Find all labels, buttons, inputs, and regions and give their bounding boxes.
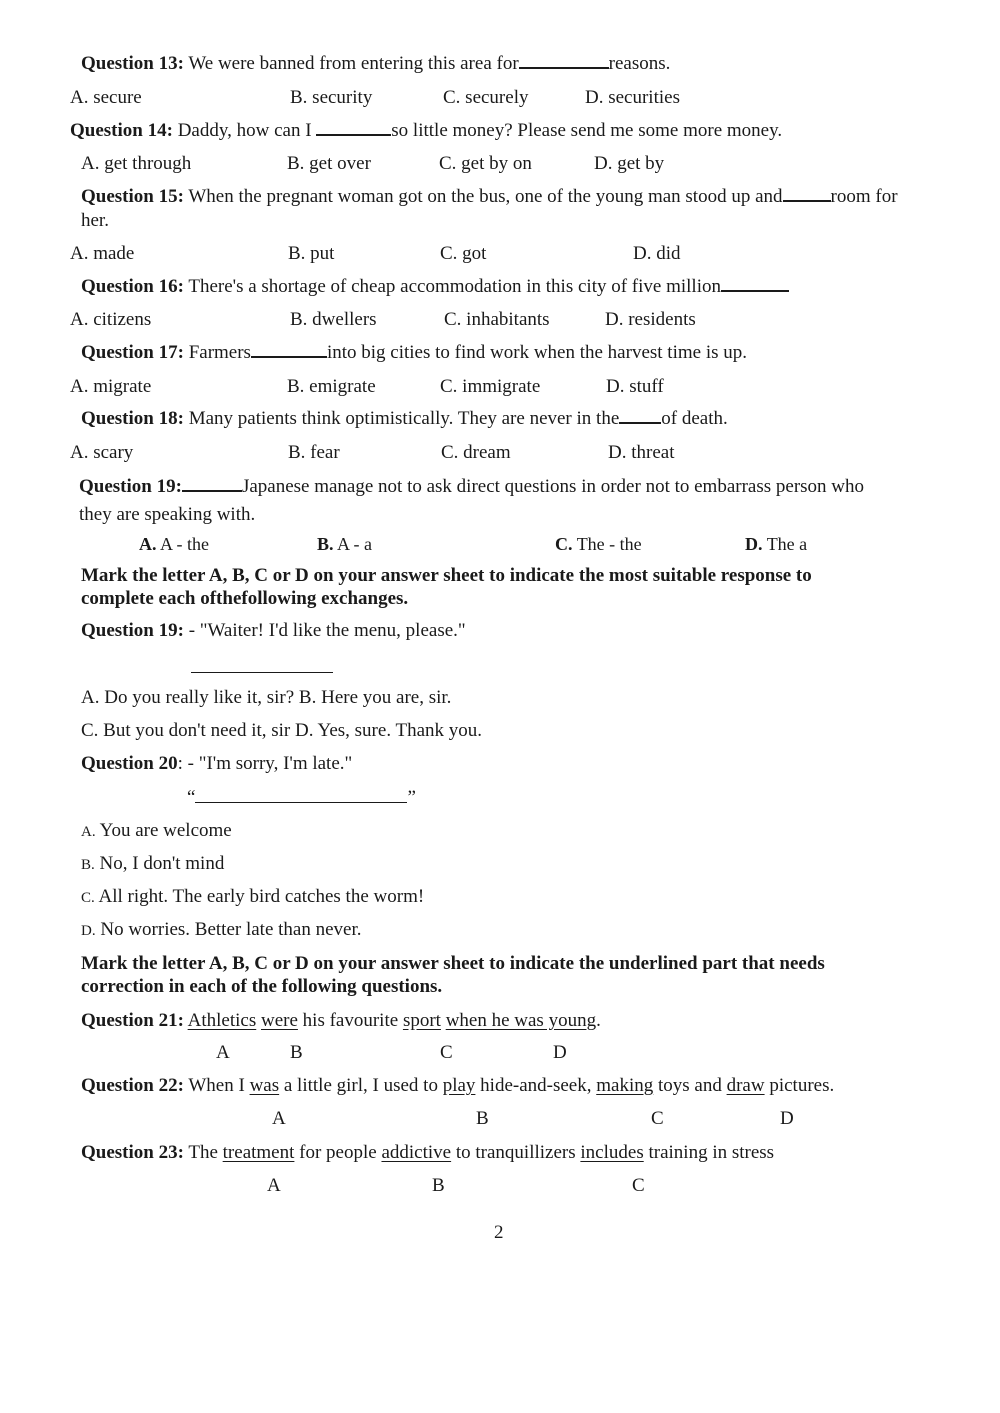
q21-letter-c: C xyxy=(440,1042,453,1063)
q15-stem-line2: her. xyxy=(81,210,109,231)
q18-text-after: of death. xyxy=(661,408,728,429)
q15-option-b: B. put xyxy=(288,243,335,264)
q19b-stem xyxy=(81,620,466,642)
q20-option-c: C. All right. The early bird catches the worm! xyxy=(81,886,425,907)
q17-text-after: into big cities to find work when the harvest time is up. xyxy=(326,342,747,363)
q21-letter-b: B xyxy=(290,1042,303,1063)
q14-stem xyxy=(70,120,782,142)
q14-label: Question 14: xyxy=(70,120,173,141)
q17-option-d: D. stuff xyxy=(606,376,664,397)
q15-label: Question 15: xyxy=(81,186,184,207)
q19a-stem-line2: they are speaking with. xyxy=(79,504,256,525)
q16-label: Question 16: xyxy=(81,276,184,297)
q17-option-a: A. migrate xyxy=(70,376,152,397)
q19a-stem xyxy=(79,476,864,498)
q19a-label: Question 19: xyxy=(79,476,182,497)
q13-blank xyxy=(519,53,609,69)
q22-letter-b: B xyxy=(476,1108,489,1129)
q18-blank xyxy=(619,408,661,424)
q23-part-c: includes xyxy=(580,1142,644,1163)
q19b-options-line2: C. But you don't need it, sir D. Yes, sure. Thank you. xyxy=(81,720,483,741)
q23-label: Question 23: xyxy=(81,1142,184,1163)
q18-stem xyxy=(81,408,728,430)
q16-stem xyxy=(81,276,789,298)
q23-letter-b: B xyxy=(432,1175,445,1196)
q13-label: Question 13: xyxy=(81,53,184,74)
q17-label: Question 17: xyxy=(81,342,184,363)
q17-option-b: B. emigrate xyxy=(287,376,376,397)
q20-text: : - "I'm sorry, I'm late." xyxy=(177,753,353,774)
q22-letter-d: D xyxy=(780,1108,794,1129)
q13-option-d: D. securities xyxy=(585,87,680,108)
q19b-options-line1: A. Do you really like it, sir? B. Here you are, sir. xyxy=(81,687,452,708)
q22-stem: Question 22: When I was a little girl, I used to play hide-and-seek, making toys and draw pictures. xyxy=(81,1075,835,1096)
q22-part-b: play xyxy=(442,1075,476,1096)
q16-blank xyxy=(721,276,789,292)
q19a-blank xyxy=(182,476,242,492)
q14-option-a: A. get through xyxy=(81,153,192,174)
q21-stem: Question 21: Athletics were his favourite sport when he was young. xyxy=(81,1010,601,1031)
q18-label: Question 18: xyxy=(81,408,184,429)
q20-option-a: A. You are welcome xyxy=(81,820,232,841)
q22-letter-c: C xyxy=(651,1108,664,1129)
q21-part-d: when he was young xyxy=(445,1010,597,1031)
q22-label: Question 22: xyxy=(81,1075,184,1096)
section-exchanges-line1: Mark the letter A, B, C or D on your answer sheet to indicate the most suitable response to xyxy=(81,565,812,586)
q21-letter-a: A xyxy=(216,1042,230,1063)
q13-text-before: We were banned from entering this area for xyxy=(188,53,519,74)
q19a-option-c: C. The - the xyxy=(555,534,642,554)
q23-letter-a: A xyxy=(267,1175,281,1196)
q20-option-b: B. No, I don't mind xyxy=(81,853,225,874)
q20-answer-line: “ ” xyxy=(187,787,416,808)
q18-option-a: A. scary xyxy=(70,442,134,463)
q19b-answer-line xyxy=(191,672,333,673)
q17-option-c: C. immigrate xyxy=(440,376,541,397)
page-number: 2 xyxy=(494,1222,504,1243)
q13-stem xyxy=(81,53,670,75)
q14-text-after: so little money? Please send me some more money. xyxy=(391,120,783,141)
q23-stem: Question 23: The treatment for people addictive to tranquillizers includes training in stress xyxy=(81,1142,775,1163)
q14-blank xyxy=(316,120,391,136)
q18-text-before: Many patients think optimistically. They are never in the xyxy=(188,408,620,429)
q17-blank xyxy=(251,342,327,358)
q19a-text-after: Japanese manage not to ask direct questions in order not to embarrass person who xyxy=(241,476,865,497)
q19a-option-a: A. A - the xyxy=(139,534,210,554)
q18-option-b: B. fear xyxy=(288,442,340,463)
q15-stem xyxy=(81,186,898,208)
q16-option-d: D. residents xyxy=(605,309,696,330)
section-correction-line1: Mark the letter A, B, C or D on your answer sheet to indicate the underlined part that needs xyxy=(81,953,825,974)
q14-option-c: C. get by on xyxy=(439,153,532,174)
q16-option-a: A. citizens xyxy=(70,309,152,330)
q14-option-b: B. get over xyxy=(287,153,371,174)
q17-text-before: Farmers xyxy=(188,342,251,363)
q15-text-before: When the pregnant woman got on the bus, one of the young man stood up and xyxy=(188,186,783,207)
q22-letter-a: A xyxy=(272,1108,286,1129)
q15-option-c: C. got xyxy=(440,243,487,264)
q22-part-a: was xyxy=(249,1075,280,1096)
q19b-label: Question 19: xyxy=(81,620,184,641)
q13-text-after: reasons. xyxy=(608,53,671,74)
q23-letter-c: C xyxy=(632,1175,645,1196)
q14-option-d: D. get by xyxy=(594,153,665,174)
q15-text-after: room for xyxy=(830,186,898,207)
q18-option-c: C. dream xyxy=(441,442,511,463)
q21-part-b: were xyxy=(261,1010,298,1031)
q18-option-d: D. threat xyxy=(608,442,675,463)
q15-option-d: D. did xyxy=(633,243,681,264)
q21-letter-d: D xyxy=(553,1042,567,1063)
q23-part-b: addictive xyxy=(381,1142,452,1163)
q22-part-d: draw xyxy=(726,1075,765,1096)
q20-option-d: D. No worries. Better late than never. xyxy=(81,919,362,940)
q19a-option-b: B. A - a xyxy=(317,534,373,554)
q21-part-a: Athletics xyxy=(187,1010,257,1031)
q21-label: Question 21: xyxy=(81,1010,184,1031)
q13-option-b: B. security xyxy=(290,87,373,108)
q13-option-a: A. secure xyxy=(70,87,142,108)
q21-part-c: sport xyxy=(402,1010,441,1031)
q16-text-before: There's a shortage of cheap accommodation in this city of five million xyxy=(188,276,721,297)
q15-blank xyxy=(783,186,831,202)
q20-blank xyxy=(195,786,407,803)
q19a-option-d: D. The a xyxy=(745,534,808,554)
q16-option-b: B. dwellers xyxy=(290,309,377,330)
q17-stem xyxy=(81,342,747,364)
q23-part-a: treatment xyxy=(222,1142,295,1163)
q14-text-before: Daddy, how can I xyxy=(177,120,312,141)
q19b-text: - "Waiter! I'd like the menu, please." xyxy=(188,620,466,641)
q22-part-c: making xyxy=(596,1075,654,1096)
q15-option-a: A. made xyxy=(70,243,135,264)
section-exchanges-line2: complete each ofthefollowing exchanges. xyxy=(81,588,409,609)
q20-stem xyxy=(81,753,352,775)
q16-option-c: C. inhabitants xyxy=(444,309,550,330)
q20-label: Question 20 xyxy=(81,753,178,774)
section-correction-line2: correction in each of the following questions. xyxy=(81,976,443,997)
q13-option-c: C. securely xyxy=(443,87,529,108)
